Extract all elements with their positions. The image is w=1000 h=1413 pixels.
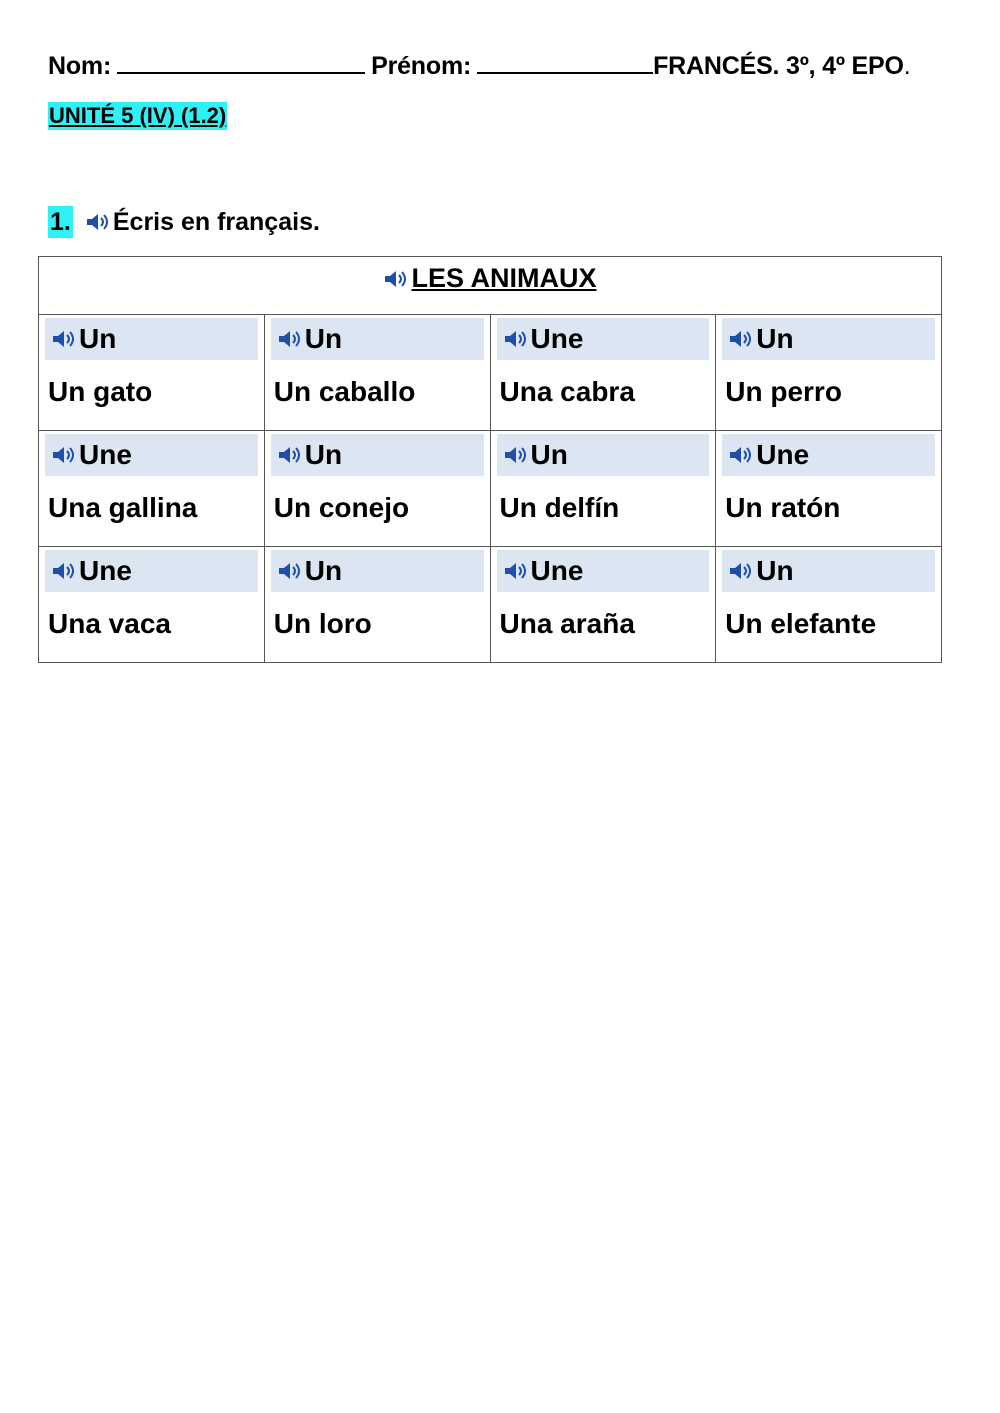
spanish-word: Un gato <box>48 376 153 407</box>
spanish-word: Un conejo <box>273 492 410 523</box>
animal-cell <box>490 547 716 663</box>
article-answer: Un <box>756 323 794 354</box>
article-answer: Une <box>530 555 584 586</box>
animal-cell <box>39 431 265 547</box>
answer-field[interactable] <box>271 550 484 592</box>
article-answer: Un <box>756 555 794 586</box>
speaker-icon[interactable] <box>85 213 111 231</box>
animal-cell <box>39 315 265 431</box>
speaker-icon[interactable] <box>51 446 77 464</box>
answer-field[interactable] <box>45 434 258 476</box>
article-answer: Une <box>530 323 584 354</box>
prenom-blank <box>477 50 653 74</box>
spanish-word: Un elefante <box>725 608 877 639</box>
speaker-icon[interactable] <box>503 562 529 580</box>
speaker-icon[interactable] <box>728 562 754 580</box>
article-answer: Un <box>79 323 117 354</box>
animal-cell <box>490 431 716 547</box>
spanish-word: Una cabra <box>499 376 635 407</box>
animal-cell <box>490 315 716 431</box>
table-row <box>39 547 942 663</box>
article-answer: Une <box>756 439 810 470</box>
table-title-cell <box>39 257 942 315</box>
article-answer: Un <box>304 555 343 586</box>
course-period: . <box>903 52 911 80</box>
spanish-word: Una vaca <box>48 608 171 639</box>
spanish-word: Un loro <box>273 608 372 639</box>
exercise-instruction: Écris en français. <box>112 207 320 236</box>
answer-field[interactable] <box>271 434 484 476</box>
animal-cell <box>264 547 490 663</box>
prenom-label: Prénom: <box>371 52 472 80</box>
spanish-word: Una araña <box>499 608 635 639</box>
animal-cell <box>264 315 490 431</box>
table-row <box>39 315 942 431</box>
header-line <box>48 50 968 81</box>
speaker-icon[interactable] <box>728 446 754 464</box>
exercise-heading <box>48 206 320 238</box>
article-answer: Une <box>79 439 132 470</box>
table-row <box>39 431 942 547</box>
speaker-icon[interactable] <box>503 330 529 348</box>
speaker-icon[interactable] <box>503 446 529 464</box>
speaker-icon[interactable] <box>277 330 303 348</box>
nom-blank <box>117 50 365 74</box>
answer-field[interactable] <box>497 550 710 592</box>
spanish-word: Un caballo <box>273 376 416 407</box>
article-answer: Un <box>304 439 343 470</box>
article-answer: Un <box>304 323 343 354</box>
speaker-icon[interactable] <box>277 446 303 464</box>
speaker-icon[interactable] <box>51 562 77 580</box>
course-label: FRANCÉS. 3º, 4º EPO <box>653 52 904 80</box>
speaker-icon[interactable] <box>51 330 77 348</box>
unit-title: UNITÉ 5 (IV) (1.2) <box>49 103 227 128</box>
animal-cell <box>264 431 490 547</box>
speaker-icon[interactable] <box>277 562 303 580</box>
animal-cell <box>39 547 265 663</box>
answer-field[interactable] <box>722 550 935 592</box>
spanish-word: Un ratón <box>725 492 841 523</box>
answer-field[interactable] <box>497 434 710 476</box>
article-answer: Une <box>79 555 132 586</box>
animal-cell <box>716 547 942 663</box>
speaker-icon[interactable] <box>383 270 409 288</box>
animal-cell <box>716 431 942 547</box>
nom-label: Nom: <box>48 52 112 80</box>
answer-field[interactable] <box>271 318 484 360</box>
speaker-icon[interactable] <box>728 330 754 348</box>
answer-field[interactable] <box>45 318 258 360</box>
table-title: LES ANIMAUX <box>411 263 597 293</box>
spanish-word: Un delfín <box>499 492 620 523</box>
animal-cell <box>716 315 942 431</box>
article-answer: Un <box>530 439 568 470</box>
answer-field[interactable] <box>45 550 258 592</box>
answer-field[interactable] <box>722 318 935 360</box>
animals-table <box>38 256 942 663</box>
spanish-word: Una gallina <box>48 492 198 523</box>
answer-field[interactable] <box>722 434 935 476</box>
answer-field[interactable] <box>497 318 710 360</box>
exercise-number: 1. <box>50 208 71 236</box>
spanish-word: Un perro <box>725 376 842 407</box>
